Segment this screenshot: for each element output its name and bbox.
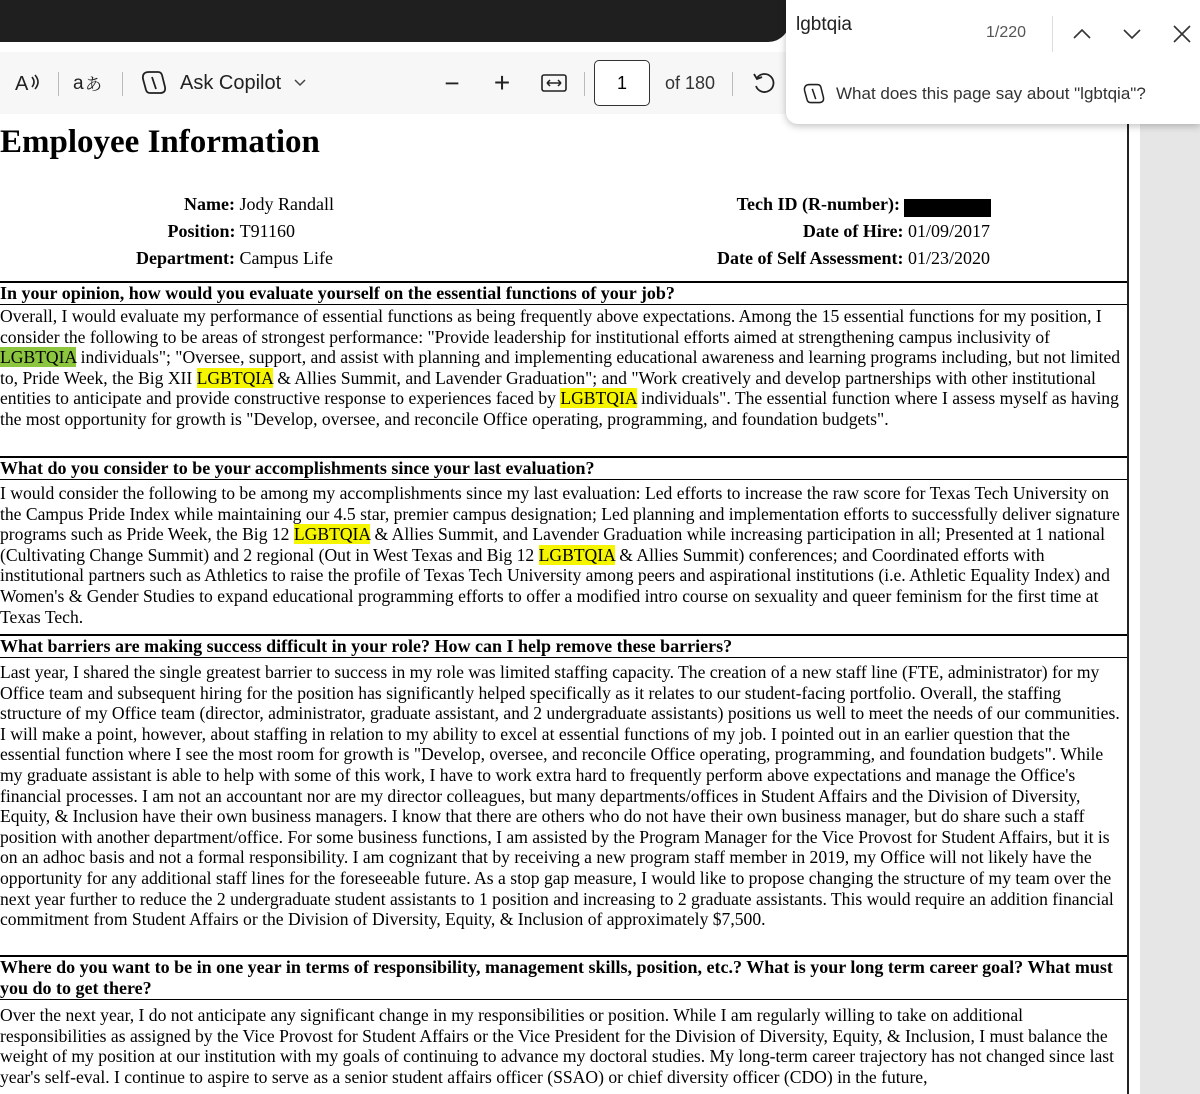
answer-4: Over the next year, I do not anticipate any significant change in my responsibilities or position. While I am regularly willing to take on additional responsibilities as assigned by the Vice Provost for Student Affairs or the Vice President for the Division of Diversity, Equity, & Inclusion, I must balance the weight of my position at our institution with my goals of continuing to advance my doctoral studies. My long-term career trajectory has not changed since last year's self-eval. I continue to aspire to serve as a senior student affairs officer (SSAO) or chief diversity officer (CDO) in the future, [0, 1005, 1115, 1087]
toolbar-separator [58, 72, 59, 96]
read-aloud-icon [15, 72, 41, 94]
toolbar-separator [732, 72, 733, 96]
find-result-count: 1/220 [986, 24, 1027, 41]
find-previous-button[interactable] [1062, 14, 1102, 54]
copilot-suggestion-text: What does this page say about "lgbtqia"? [836, 84, 1146, 103]
answer-text: & Allies Summit, and Lavender Graduation while increasing participation in all; Presented at 1 national (Cultivating Change Summit) and 2 regional (Out in West Texas and Big 12 [0, 524, 1105, 565]
close-find-button[interactable] [1162, 14, 1200, 54]
employee-name: Name: Jody Randall [184, 194, 334, 214]
answer-3: Last year, I shared the single greatest barrier to success in my role was limited staffing capacity. The creation of a new staff line (FTE, administrator) for my Office team and subsequent hiring for the position has significantly helped specifically as it relates to our student-facing portfolio. Overall, the staffing structure of my Office team (director, administrator, graduate assistant, and 2 undergraduate assistants) positions us well to meet the needs of our communities. I will make a point, however, about staffing in relation to my ability to excel at essential functions of my job. I pointed out in an earlier question that the essential function where I see the most room for growth is "Develop, oversee, and reconcile Office operating, programming, and foundation budgets". While my graduate assistant is able to help with some of this work, I have to work extra hard to frequently perform above expectations and manage the Office's financial processes. I am not an accountant nor are my director colleagues, but many departments/offices in Student Affairs and the Division of Diversity, Equity, & Inclusion have their own business managers. I know that there are others who do not have their own business manager, but do share such a staff position with another department/office. For some business functions, I am assisted by the Program Manager for the Vice Provost for Student Affairs, but it is on an adhoc basis and not a formal responsibility. I am cognizant that by receiving a new program staff member in 2019, my Office will not likely have the opportunity for any additional staff lines for the foreseeable future. As a stop gap measure, I would like to propose changing the structure of my team over the next year further to reduce the 2 undergraduate student assistants to 1 position and increasing to 2 graduate assistants. This would require an addition financial commitment from Student Affairs or the Division of Diversity, Equity, & Inclusion of approximately $7,500. [0, 662, 1120, 930]
pdf-page [0, 114, 1127, 1094]
pdf-toolbar [0, 52, 790, 114]
answer-text: I would consider the following to be among my accomplishments since my last evaluation: Led efforts to increase the raw score for Texas Tech University on the Campus Pride Index while maintaining our 4.5 star, premier campus designation; Led planning and implementation efforts to successfully deliver signature programs such as Pride Week, the Big 12 [0, 483, 1120, 545]
minus-icon: − [444, 67, 460, 98]
find-input[interactable]: lgbtqia [796, 14, 852, 35]
viewer-background [1140, 114, 1200, 1094]
svg-text:a: a [73, 73, 84, 94]
question-2: What do you consider to be your accomplishments since your last evaluation? [0, 456, 1127, 480]
answer-text: individuals". The essential function where I assess myself as having the most opportunity for growth is "Develop, oversee, and reconcile Office operating, programming, and foundation budgets". [0, 388, 1119, 429]
browser-title-bar [0, 0, 790, 42]
close-icon [1172, 24, 1192, 44]
answer-1 [0, 306, 1125, 430]
answer-text: Overall, I would evaluate my performance of essential functions as being frequently above expectations. Among the 15 essential functions for my position, I consider the following to be areas of strongest performance: "Provide leadership for institutional efforts aimed at strengthening campus inclusivity of [0, 306, 1102, 347]
employee-position: Position: T91160 [167, 221, 295, 241]
rotate-icon [751, 70, 777, 96]
rotate-button[interactable] [744, 52, 784, 114]
date-of-self-assessment: Date of Self Assessment: 01/23/2020 [717, 248, 990, 268]
plus-icon: + [493, 67, 511, 98]
answer-text: individuals"; "Oversee, support, and assist with planning and implementing educational awareness and learning programs including, but not limited to, Pride Week, the Big XII [0, 347, 1121, 388]
svg-text:A: A [15, 73, 29, 94]
question-1: In your opinion, how would you evaluate yourself on the essential functions of your job? [0, 281, 1127, 305]
read-aloud-button[interactable] [10, 52, 46, 114]
toolbar-separator [584, 72, 585, 96]
find-next-button[interactable] [1112, 14, 1152, 54]
answer-2 [0, 483, 1125, 627]
ask-copilot-button[interactable] [140, 52, 312, 114]
zoom-out-button[interactable] [434, 52, 470, 114]
search-match: LGBTQIA [293, 524, 371, 545]
search-match: LGBTQIA [538, 544, 615, 565]
search-match: LGBTQIA [196, 367, 273, 388]
date-of-hire: Date of Hire: 01/09/2017 [802, 221, 990, 241]
translate-icon [73, 71, 105, 95]
search-match: LGBTQIA [560, 388, 637, 409]
document-title: Employee Information [0, 124, 320, 160]
find-separator [1052, 16, 1053, 52]
search-match-current: LGBTQIA [0, 347, 77, 368]
page-number-input[interactable] [594, 60, 650, 106]
answer-text: & Allies Summit) conferences; and Coordinated efforts with institutional partners such as Athletics to raise the profile of Texas Tech University among peers and aspirational institutions (i.e. Athletic Equality Index) and Women's & Gender Studies to expand educational programming efforts to offer a modified intro course on sexuality and queer feminism for the first time at Texas Tech. [0, 544, 1110, 627]
question-3: What barriers are making success difficult in your role? How can I help remove these barriers? [0, 634, 1127, 658]
zoom-in-button[interactable] [484, 52, 520, 114]
question-4: Where do you want to be in one year in terms of responsibility, management skills, position, etc.? What is your long term career goal? What must you do to get there? [0, 955, 1127, 1000]
chevron-down-icon [1122, 28, 1142, 40]
page-count: of 180 [665, 73, 716, 93]
redacted-tech-id [904, 199, 991, 217]
answer-text: & Allies Summit, and Lavender Graduation"; and "Work creatively and develop partnerships with other institutional entities to anticipate and provide constructive response to experiences faced by [0, 367, 1096, 409]
tech-id-label: Tech ID (R-number): [736, 194, 900, 214]
fit-width-icon [541, 73, 567, 93]
copilot-icon [802, 82, 826, 106]
svg-text:あ: あ [85, 75, 102, 95]
fit-to-width-button[interactable] [534, 52, 574, 114]
employee-department: Department: Campus Life [136, 248, 333, 268]
page-border [1127, 114, 1129, 1094]
chevron-down-icon [293, 78, 307, 88]
toolbar-separator [122, 72, 123, 96]
find-panel [786, 0, 1200, 124]
copilot-icon [140, 69, 168, 97]
chevron-up-icon [1072, 28, 1092, 40]
copilot-suggestion[interactable] [802, 82, 1146, 106]
translate-button[interactable] [70, 52, 108, 114]
ask-copilot-label: Ask Copilot [180, 71, 282, 94]
